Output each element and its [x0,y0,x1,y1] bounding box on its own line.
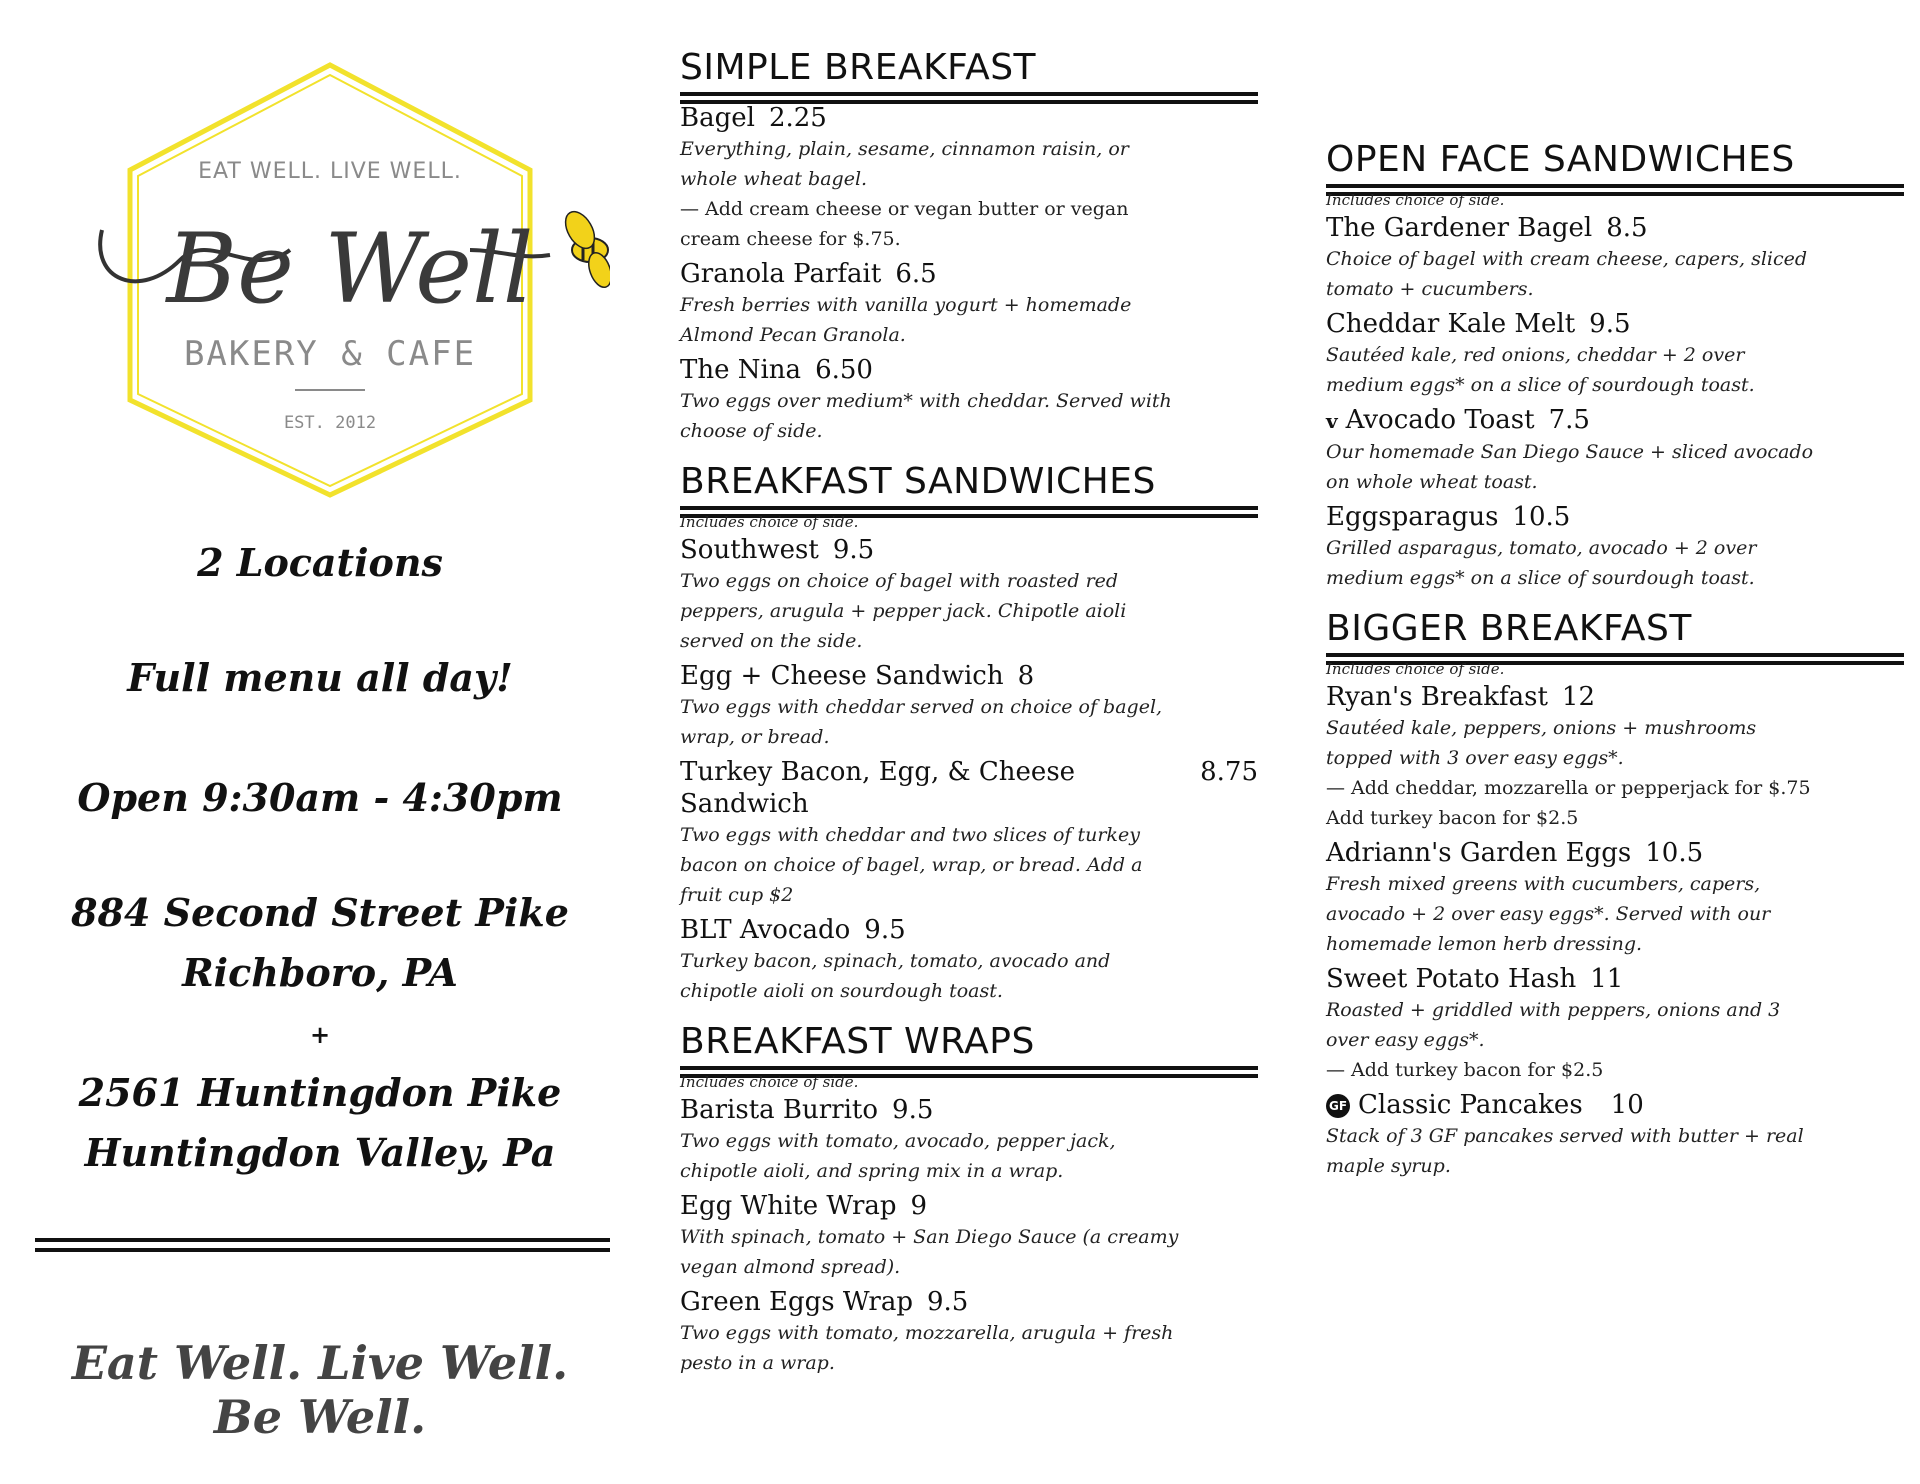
locations-text: 2 Locations [197,540,443,585]
left-divider [35,1238,610,1252]
tagline: Eat Well. Live Well. Be Well. [71,1336,569,1444]
item-name: The Nina [680,355,802,385]
section-note: Includes choice of side. [1326,191,1505,209]
item-name: Egg White Wrap [680,1191,897,1221]
item-name: Southwest [680,535,819,565]
item-name: Turkey Bacon, Egg, & Cheese Sandwich [680,757,1076,819]
item-description: Our homemade San Diego Sauce + sliced avocado on whole wheat toast. [1326,441,1814,493]
item-heading [1326,212,1904,244]
section-breakfast-sandwiches [680,460,1258,1006]
item-heading [1326,501,1904,533]
item-price: 11 [1590,964,1624,994]
menu-item [680,660,1258,752]
item-heading [680,534,1258,566]
section-title: BREAKFAST SANDWICHES [680,461,1156,502]
item-description: Fresh berries with vanilla yogurt + homemade Almond Pecan Granola. [680,294,1132,346]
item-name: Cheddar Kale Melt [1326,309,1576,339]
menu-item [1326,681,1904,833]
item-description: Grilled asparagus, tomato, avocado + 2 over medium eggs* on a slice of sourdough toast. [1326,537,1757,589]
gluten-free-icon: GF [1326,1094,1350,1118]
item-description: Turkey bacon, spinach, tomato, avocado and chipotle aioli on sourdough toast. [680,950,1111,1002]
menu-item [1326,1089,1904,1181]
item-price: 8 [1017,661,1035,691]
item-price: 10.5 [1645,838,1704,868]
menu-item [1326,837,1904,959]
item-heading [680,660,1258,692]
section-note: Includes choice of side. [680,513,859,531]
item-description: Two eggs with cheddar served on choice of bagel, wrap, or bread. [680,696,1163,748]
item-name: Egg + Cheese Sandwich [680,661,1004,691]
menu-item [1326,212,1904,304]
item-name: Eggsparagus [1326,502,1499,532]
item-price: 9.5 [864,915,906,945]
item-price: 10.5 [1512,502,1571,532]
item-price: 9.5 [892,1095,934,1125]
item-description: Stack of 3 GF pancakes served with butter + real maple syrup. [1326,1125,1804,1177]
menu-all-day-text: Full menu all day! [127,655,513,700]
section-note: Includes choice of side. [1326,660,1505,678]
item-price: 2.25 [768,103,827,133]
item-description: Fresh mixed greens with cucumbers, capers, avocado + 2 over easy eggs*. Served with our homemade lemon herb dressing. [1326,873,1771,955]
item-description: Sautéed kale, red onions, cheddar + 2 over medium eggs* on a slice of sourdough toast. [1326,344,1755,396]
logo-est: EST. 2012 [283,413,377,433]
item-price: 9.5 [926,1287,969,1317]
bee-icon [560,207,610,291]
address-plus: + [309,1020,331,1049]
logo-sub: BAKERY & CAFE [183,334,477,374]
section-bigger-breakfast [1326,607,1904,1181]
item-heading [1326,681,1904,713]
menu-item [1326,963,1904,1085]
item-price: 10 [1610,1090,1644,1120]
item-addon: — Add cheddar, mozzarella or pepperjack for $.75 [1326,777,1811,799]
item-price: 12 [1561,682,1595,712]
address1-line2: Richboro, PA [182,950,458,995]
item-heading [680,102,1258,134]
item-name: Classic Pancakes [1358,1090,1583,1120]
item-addon: — Add turkey bacon for $2.5 [1326,1059,1604,1081]
item-heading [680,1094,1258,1126]
item-addon: Add turkey bacon for $2.5 [1326,807,1579,829]
item-price: 9 [910,1191,928,1221]
item-heading [680,258,1258,290]
menu-item [680,354,1258,446]
item-price: 6.5 [895,259,937,289]
item-description: With spinach, tomato + San Diego Sauce (a creamy vegan almond spread). [680,1226,1179,1278]
item-name: The Gardener Bagel [1326,213,1593,243]
logo [50,50,610,500]
item-description: Everything, plain, sesame, cinnamon raisin, or whole wheat bagel. [680,138,1129,190]
menu-column-right [1326,138,1904,1195]
section-title: SIMPLE BREAKFAST [680,47,1037,88]
address1-line1: 884 Second Street Pike [71,890,569,935]
section-note: Includes choice of side. [680,1073,859,1091]
item-description: Two eggs on choice of bagel with roasted red peppers, arugula + pepper jack. Chipotle aioli served on the side. [680,570,1127,652]
section-simple-breakfast [680,46,1258,446]
item-name: Barista Burrito [680,1095,879,1125]
item-price: 9.5 [1589,309,1631,339]
menu-item [680,258,1258,350]
item-heading [680,1190,1258,1222]
item-name: Granola Parfait [680,259,882,289]
item-price: 7.5 [1548,405,1590,435]
item-addon: — Add cream cheese or vegan butter or vegan cream cheese for $.75. [680,198,1129,250]
menu-item [680,1286,1258,1378]
item-price: 8.5 [1606,213,1648,243]
menu-item [680,102,1258,254]
item-heading [1326,963,1904,995]
section-title: BREAKFAST WRAPS [680,1021,1035,1062]
item-heading [1326,837,1904,869]
address2-line1: 2561 Huntingdon Pike [78,1070,562,1115]
section-open-face-sandwiches [1326,138,1904,593]
item-description: Choice of bagel with cream cheese, capers, sliced tomato + cucumbers. [1326,248,1808,300]
logo-top-text: EAT WELL. LIVE WELL. [198,159,462,184]
item-name: Ryan's Breakfast [1326,682,1548,712]
logo-brand: Be Well [166,213,534,325]
section-breakfast-wraps [680,1020,1258,1378]
item-heading [1326,404,1904,437]
item-heading [1326,1089,1904,1121]
item-description: Two eggs with tomato, avocado, pepper jack, chipotle aioli, and spring mix in a wrap. [680,1130,1116,1182]
item-heading [1326,308,1904,340]
item-heading [680,914,1258,946]
vegan-icon: v [1326,409,1338,433]
menu-item [680,914,1258,1006]
menu-column-middle [680,46,1258,1392]
hours-text: Open 9:30am - 4:30pm [77,775,563,820]
menu-item [680,756,1258,910]
left-panel [30,40,610,1460]
item-name: Bagel [680,103,755,133]
item-price: 6.50 [815,355,873,385]
item-price: 9.5 [832,535,875,565]
item-name: BLT Avocado [680,915,851,945]
item-description: Two eggs with cheddar and two slices of turkey bacon on choice of bagel, wrap, or bread. Add a fruit cup $2 [680,824,1143,906]
item-description: Roasted + griddled with peppers, onions and 3 over easy eggs*. [1326,999,1781,1051]
menu-item [1326,501,1904,593]
menu-item [680,1190,1258,1282]
menu-item [680,1094,1258,1186]
item-description: Two eggs over medium* with cheddar. Served with choose of side. [680,390,1172,442]
item-name: Green Eggs Wrap [680,1287,913,1317]
section-title: OPEN FACE SANDWICHES [1326,139,1795,180]
menu-item [680,534,1258,656]
item-price: 8.75 [1200,757,1258,787]
item-heading [680,354,1258,386]
menu-item [1326,404,1904,497]
item-name: Sweet Potato Hash [1326,964,1577,994]
item-heading [680,756,1258,820]
item-heading [680,1286,1258,1318]
item-name: Adriann's Garden Eggs [1326,838,1632,868]
address2-line2: Huntingdon Valley, Pa [84,1130,556,1175]
item-description: Sautéed kale, peppers, onions + mushrooms topped with 3 over easy eggs*. [1326,717,1757,769]
menu-item [1326,308,1904,400]
section-title: BIGGER BREAKFAST [1326,608,1692,649]
item-name: Avocado Toast [1345,405,1535,435]
item-description: Two eggs with tomato, mozzarella, arugula + fresh pesto in a wrap. [680,1322,1174,1374]
